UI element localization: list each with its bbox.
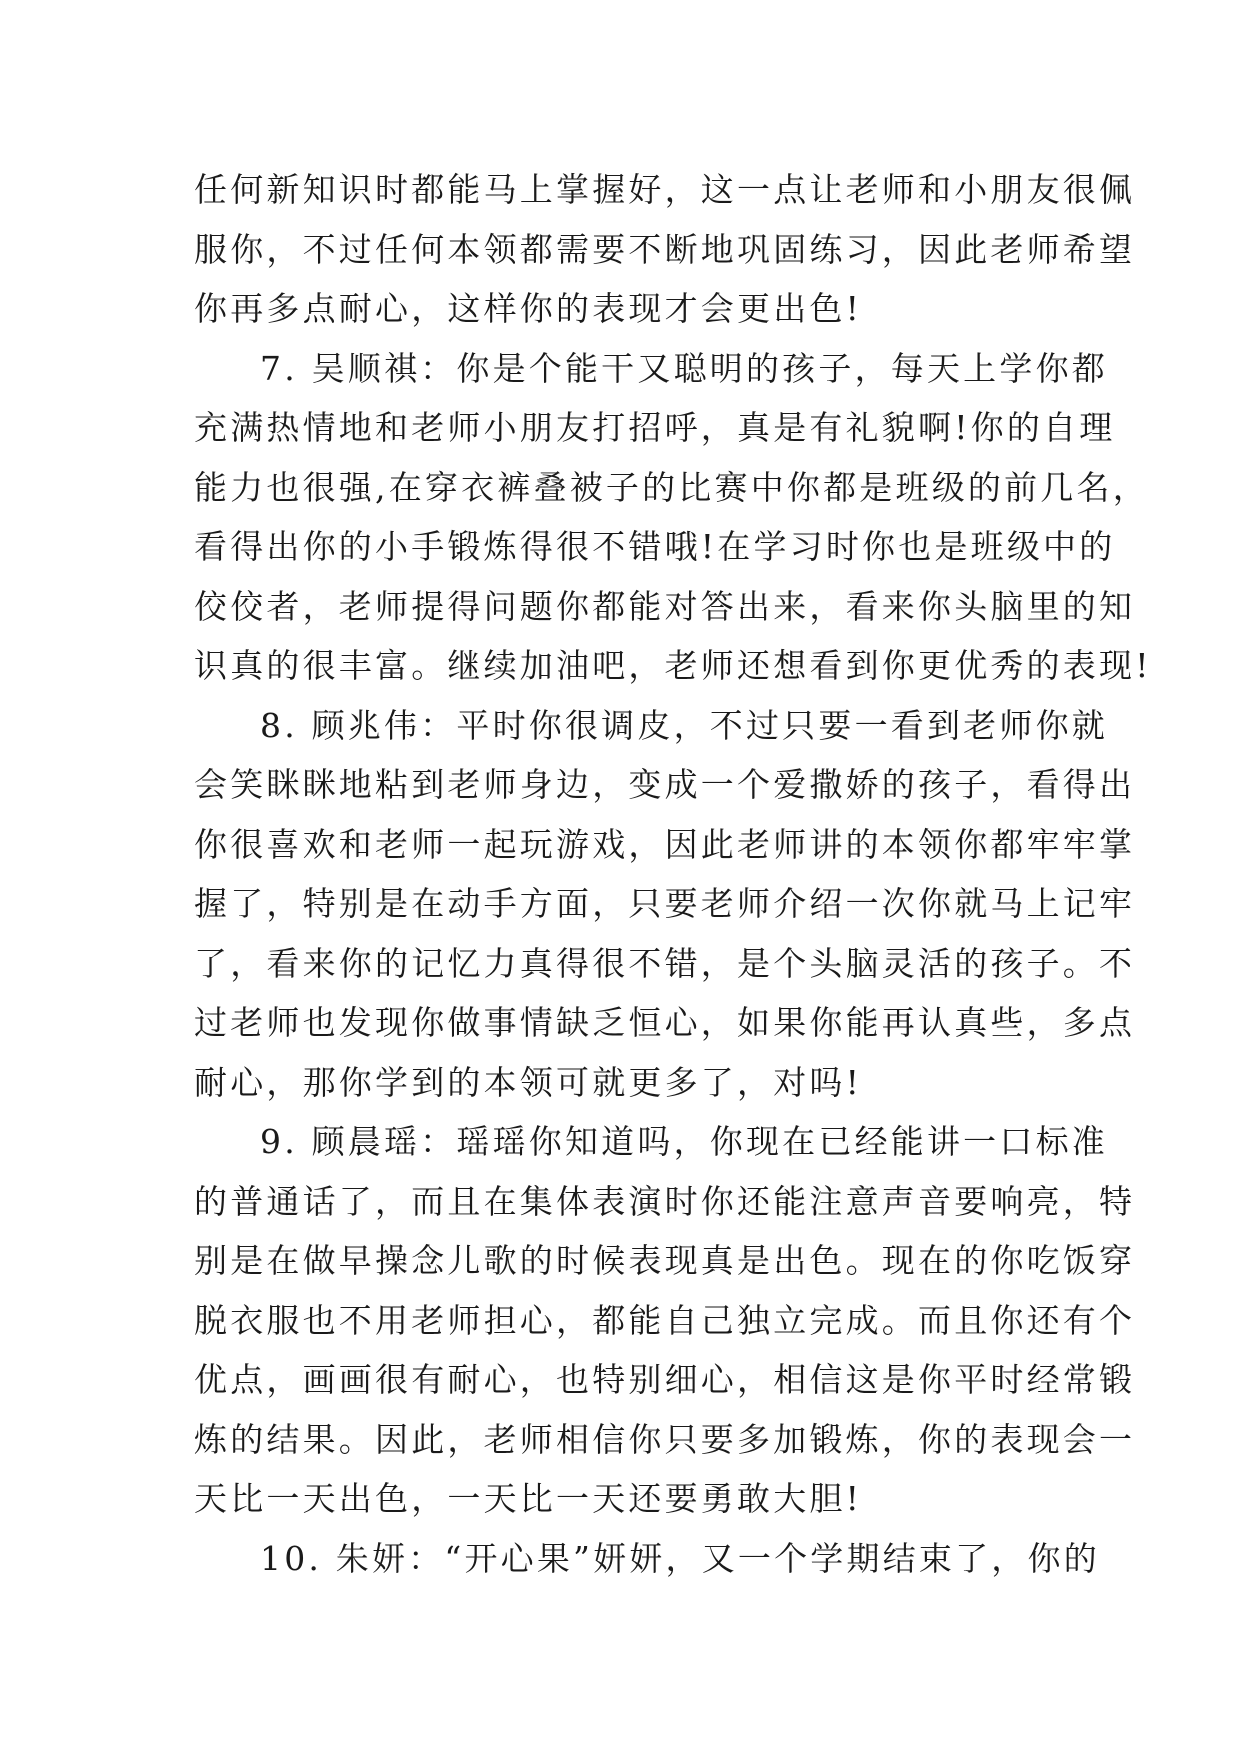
- text-line: 10. 朱妍：“开心果”妍妍，又一个学期结束了，你的: [260, 1538, 1100, 1578]
- text-line: 了，看来你的记忆力真得很不错，是个头脑灵活的孩子。不: [194, 943, 1136, 983]
- text-line: 天比一天出色，一天比一天还要勇敢大胆!: [194, 1479, 863, 1518]
- text-line: 握了，特别是在动手方面，只要老师介绍一次你就马上记牢: [194, 884, 1136, 923]
- text-line: 过老师也发现你做事情缺乏恒心，如果你能再认真些，多点: [194, 1003, 1136, 1042]
- text-line: 9. 顾晨瑶：瑶瑶你知道吗，你现在已经能讲一口标准: [260, 1122, 1108, 1161]
- text-line: 你很喜欢和老师一起玩游戏，因此老师讲的本领你都牢牢掌: [194, 824, 1136, 864]
- text-line: 8. 顾兆伟：平时你很调皮，不过只要一看到老师你就: [260, 705, 1108, 745]
- text-line: 佼佼者，老师提得问题你都能对答出来，看来你头脑里的知: [194, 586, 1136, 626]
- text-line: 别是在做早操念儿歌的时候表现真是出色。现在的你吃饭穿: [194, 1241, 1136, 1280]
- text-line: 会笑眯眯地粘到老师身边，变成一个爱撒娇的孩子，看得出: [194, 765, 1136, 804]
- body-text: [194, 160, 1152, 1588]
- text-line: 充满热情地和老师小朋友打招呼，真是有礼貌啊!你的自理: [194, 408, 1116, 447]
- text-line: 识真的很丰富。继续加油吧，老师还想看到你更优秀的表现!: [194, 646, 1152, 685]
- text-line: 你再多点耐心，这样你的表现才会更出色!: [194, 289, 863, 328]
- text-line: 任何新知识时都能马上掌握好，这一点让老师和小朋友很佩: [194, 170, 1136, 209]
- text-line: 炼的结果。因此，老师相信你只要多加锻炼，你的表现会一: [194, 1419, 1136, 1459]
- text-line: 服你，不过任何本领都需要不断地巩固练习，因此老师希望: [194, 229, 1136, 269]
- text-line: 脱衣服也不用老师担心，都能自己独立完成。而且你还有个: [194, 1300, 1136, 1340]
- text-line: 耐心，那你学到的本领可就更多了，对吗!: [194, 1062, 863, 1102]
- text-line: 7. 吴顺祺：你是个能干又聪明的孩子，每天上学你都: [260, 348, 1108, 388]
- text-line: 的普通话了，而且在集体表演时你还能注意声音要响亮，特: [194, 1181, 1136, 1221]
- text-line: 优点，画画很有耐心，也特别细心，相信这是你平时经常锻: [194, 1360, 1136, 1399]
- text-line: 看得出你的小手锻炼得很不错哦!在学习时你也是班级中的: [194, 527, 1116, 566]
- text-line: 能力也很强,在穿衣裤叠被子的比赛中你都是班级的前几名，: [194, 467, 1149, 507]
